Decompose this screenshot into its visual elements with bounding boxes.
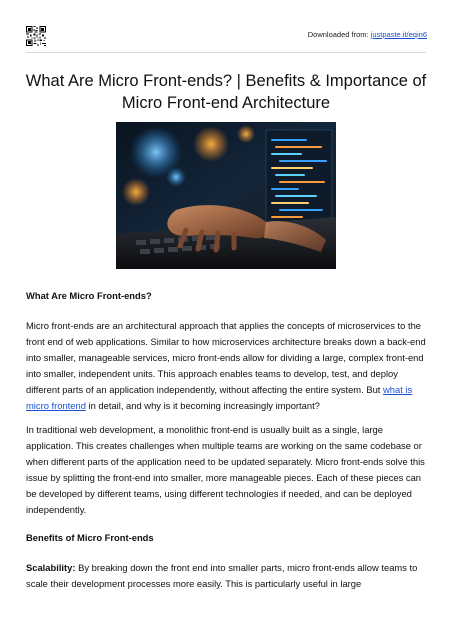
download-label: Downloaded from: bbox=[307, 30, 369, 39]
paragraph-intro-text: Micro front-ends are an architectural approach that applies the concepts of microservices to the front end of web applications. Similar to how microservices architecture breaks down a back-end into smaller, manageable services, micro front-ends allow for dividing a large, complex front-end into smaller, independent units. This approach enables teams to develop, test, and deploy different parts of an application independently, without affecting the entire system. But bbox=[26, 320, 426, 395]
download-source bbox=[308, 30, 427, 39]
paragraph-intro-tail: in detail, and why is it becoming increasingly important? bbox=[85, 399, 320, 411]
page-title: What Are Micro Front-ends? | Benefits & Importance of Micro Front-end Architecture bbox=[25, 72, 427, 112]
scalability-text: By breaking down the front end into smaller parts, micro front-ends allow teams to scale their development processes more easily. This is particularly useful in large bbox=[26, 562, 418, 589]
paragraph-intro bbox=[26, 318, 428, 413]
header-divider bbox=[26, 52, 426, 53]
scalability-label: Scalability: bbox=[26, 562, 76, 573]
qr-code-icon bbox=[26, 26, 46, 46]
section-heading-benefits: Benefits of Micro Front-ends bbox=[26, 532, 154, 543]
paragraph-traditional: In traditional web development, a monolithic front-end is usually built as a single, large application. This creates challenges when multiple teams are working on the same codebase or when different parts of the application need to be updated separately. Micro front-ends solve this issue by splitting the front-end into smaller, more manageable pieces. Each of these pieces can be developed by different teams, using different technologies if needed, and can be deployed independently. bbox=[26, 424, 425, 515]
paragraph-scalability bbox=[26, 560, 428, 592]
micro-frontend-link[interactable]: what is micro frontend bbox=[26, 383, 413, 411]
hero-image bbox=[116, 122, 336, 269]
section-heading-intro: What Are Micro Front-ends? bbox=[26, 290, 152, 301]
download-link[interactable]: justpaste.it/eqin6 bbox=[370, 30, 427, 39]
